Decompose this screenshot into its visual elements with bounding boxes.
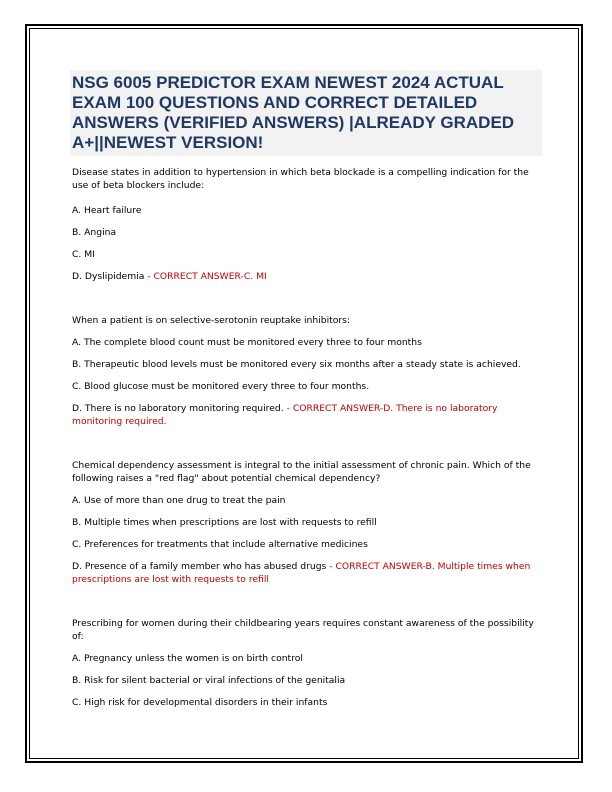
document-title: NSG 6005 PREDICTOR EXAM NEWEST 2024 ACTUAL EXAM 100 QUESTIONS AND CORRECT DETAILED ANSWERS (VERIFIED ANSWERS) |ALREADY GRADED A+||NEWEST VERSION! <box>72 73 515 152</box>
question-3-answer: - CORRECT ANSWER-B. Multiple times when prescriptions are lost with requests to refill <box>72 561 531 585</box>
question-3-option-d-text: D. Presence of a family member who has abused drugs <box>72 561 327 572</box>
question-4-option-c: C. High risk for developmental disorders in their infants <box>72 697 328 708</box>
question-1-option-b: B. Angina <box>72 227 117 238</box>
question-2-answer: - CORRECT ANSWER-D. There is no laboratory monitoring required. <box>72 403 498 427</box>
question-1-option-a: A. Heart failure <box>72 205 142 216</box>
question-4-option-a: A. Pregnancy unless the women is on birth control <box>72 653 303 664</box>
question-3-option-b: B. Multiple times when prescriptions are lost with requests to refill <box>72 517 377 528</box>
question-2-text: When a patient is on selective-serotonin reuptake inhibitors: <box>72 315 351 326</box>
question-3-option-a: A. Use of more than one drug to treat the pain <box>72 495 286 506</box>
question-3-option-c: C. Preferences for treatments that include alternative medicines <box>72 539 368 550</box>
question-1-option-d <box>72 270 544 283</box>
question-2-option-d-text: D. There is no laboratory monitoring required. <box>72 403 284 414</box>
question-1-option-d-text: D. Dyslipidemia <box>72 271 145 282</box>
document-body <box>72 166 544 709</box>
question-2-option-a: A. The complete blood count must be monitored every three to four months <box>72 337 422 348</box>
question-3-option-d <box>72 560 544 586</box>
question-2-option-c: C. Blood glucose must be monitored every three to four months. <box>72 381 370 392</box>
question-1-answer: - CORRECT ANSWER-C. MI <box>144 271 267 282</box>
question-4-option-b: B. Risk for silent bacterial or viral infections of the genitalia <box>72 675 346 686</box>
question-1-text: Disease states in addition to hypertension in which beta blockade is a compelling indication for the use of beta blockers include: <box>72 167 529 191</box>
question-1-option-c: C. MI <box>72 249 95 260</box>
question-4-text: Prescribing for women during their childbearing years requires constant awareness of the possibility of: <box>72 618 534 642</box>
question-2-option-b: B. Therapeutic blood levels must be monitored every six months after a steady state is achieved. <box>72 359 521 370</box>
question-2-option-d <box>72 402 544 428</box>
question-3-text: Chemical dependency assessment is integral to the initial assessment of chronic pain. Which of the following raises a "red flag" about potential chemical dependency? <box>72 460 531 484</box>
